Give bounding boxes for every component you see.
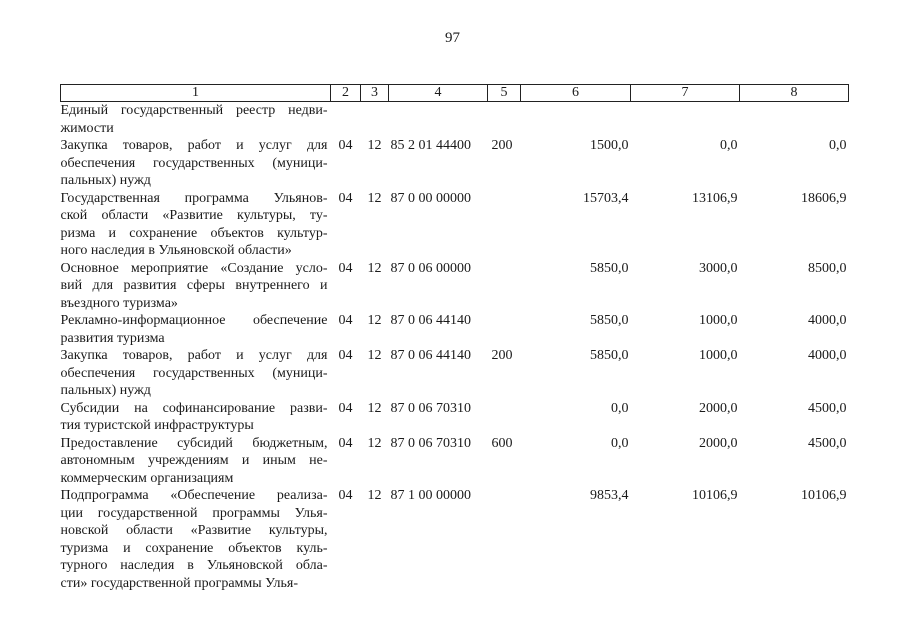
amount-7: 13106,9 xyxy=(692,190,738,206)
target-article-code: 87 0 06 44140 xyxy=(390,348,471,363)
section-code: 04 xyxy=(338,488,353,503)
amount-7: 0,0 xyxy=(720,138,738,153)
table-row xyxy=(61,137,849,190)
subsection-code: 12 xyxy=(367,435,382,451)
row-name-line: вий для развития сферы внутреннего и xyxy=(60,278,328,293)
row-name-line: тия туристской инфраструктуры xyxy=(60,418,254,433)
amount-7: 1000,0 xyxy=(699,348,738,363)
target-article-code: 87 0 00 00000 xyxy=(390,190,471,206)
amount-7 xyxy=(631,102,740,138)
expense-type-code: 200 xyxy=(491,348,513,363)
expense-type-code xyxy=(488,487,521,592)
row-name-line: ризма и сохранение объектов культур- xyxy=(60,225,328,241)
amount-7: 1000,0 xyxy=(699,313,738,328)
subsection-code: 12 xyxy=(367,260,382,276)
table-row xyxy=(61,312,849,347)
row-name xyxy=(61,435,331,488)
section-code: 04 xyxy=(338,313,353,328)
target-article-code: 87 1 00 00000 xyxy=(390,488,471,503)
section-code: 04 xyxy=(338,190,353,206)
row-name-line: Предоставление субсидий бюджетным, xyxy=(60,435,328,451)
section-code: 04 xyxy=(338,138,353,153)
row-name-line: развития туризма xyxy=(60,330,165,346)
amount-8: 18606,9 xyxy=(801,190,847,206)
column-header-amount-8: 8 xyxy=(740,85,849,102)
row-name-line: Рекламно-информационное обеспечение xyxy=(60,313,328,328)
subsection-code: 12 xyxy=(367,313,382,328)
row-name-line: Единый государственный реестр недви- xyxy=(60,103,328,118)
amount-6: 5850,0 xyxy=(590,313,629,328)
amount-7: 2000,0 xyxy=(699,435,738,451)
row-name-line: ской области «Развитие культуры, ту- xyxy=(60,208,328,223)
table-row xyxy=(61,487,849,592)
table-row xyxy=(61,435,849,488)
row-name-line: жимости xyxy=(60,120,114,136)
page-number: 97 xyxy=(445,30,460,46)
amount-8: 4000,0 xyxy=(808,313,847,328)
amount-7: 2000,0 xyxy=(699,400,738,416)
row-name xyxy=(61,260,331,313)
amount-8: 4500,0 xyxy=(808,400,847,416)
amount-8: 4000,0 xyxy=(808,348,847,363)
row-name-line: обеспечения государственных (муници- xyxy=(60,365,328,381)
column-header-name: 1 xyxy=(61,85,331,102)
row-name-line: турного наследия в Ульяновской обла- xyxy=(60,558,328,573)
row-name-line: пальных) нужд xyxy=(60,383,151,398)
subsection-code: 12 xyxy=(367,488,382,503)
column-header-subsection: 3 xyxy=(361,85,389,102)
row-name xyxy=(61,137,331,190)
row-name xyxy=(61,102,331,138)
amount-6: 0,0 xyxy=(611,400,629,416)
section-code: 04 xyxy=(338,435,353,451)
amount-6: 9853,4 xyxy=(590,488,629,503)
table-row xyxy=(61,400,849,435)
column-header-amount-7: 7 xyxy=(631,85,740,102)
table-row xyxy=(61,347,849,400)
target-article-code: 85 2 01 44400 xyxy=(390,138,471,153)
subsection-code: 12 xyxy=(367,190,382,206)
row-name-line: Субсидии на софинансирование разви- xyxy=(60,400,328,416)
row-name-line: ции государственной программы Улья- xyxy=(60,505,328,521)
budget-table xyxy=(60,84,849,592)
amount-7: 3000,0 xyxy=(699,260,738,276)
target-article-code xyxy=(389,102,488,138)
column-number-header-row xyxy=(61,85,849,102)
target-article-code: 87 0 06 44140 xyxy=(390,313,471,328)
expense-type-code: 600 xyxy=(491,435,513,451)
expense-type-code xyxy=(488,260,521,313)
row-name-line: Подпрограмма «Обеспечение реализа- xyxy=(60,488,328,503)
row-name-line: Закупка товаров, работ и услуг для xyxy=(60,138,328,153)
target-article-code: 87 0 06 70310 xyxy=(390,400,471,416)
subsection-code xyxy=(361,102,389,138)
amount-6: 1500,0 xyxy=(590,138,629,153)
amount-8: 4500,0 xyxy=(808,435,847,451)
row-name-line: коммерческим организациям xyxy=(60,470,234,486)
expense-type-code xyxy=(488,400,521,435)
table-row xyxy=(61,260,849,313)
amount-7: 10106,9 xyxy=(692,488,738,503)
expense-type-code xyxy=(488,312,521,347)
row-name-line: Государственная программа Ульянов- xyxy=(60,190,328,206)
row-name-line: Основное мероприятие «Создание усло- xyxy=(60,260,328,276)
amount-6: 5850,0 xyxy=(590,260,629,276)
row-name xyxy=(61,312,331,347)
amount-6: 5850,0 xyxy=(590,348,629,363)
row-name xyxy=(61,190,331,260)
amount-6: 0,0 xyxy=(611,435,629,451)
row-name-line: въездного туризма» xyxy=(60,295,178,311)
column-header-amount-6: 6 xyxy=(521,85,631,102)
expense-type-code xyxy=(488,102,521,138)
row-name-line: пальных) нужд xyxy=(60,173,151,188)
amount-8: 8500,0 xyxy=(808,260,847,276)
row-name-line: ного наследия в Ульяновской области» xyxy=(60,243,292,258)
table-row xyxy=(61,102,849,138)
column-header-expense-type: 5 xyxy=(488,85,521,102)
target-article-code: 87 0 06 70310 xyxy=(390,435,471,451)
section-code: 04 xyxy=(338,260,353,276)
row-name-line: сти» государственной программы Улья- xyxy=(60,575,298,591)
section-code: 04 xyxy=(338,348,353,363)
amount-6 xyxy=(521,102,631,138)
row-name xyxy=(61,487,331,592)
row-name xyxy=(61,400,331,435)
table-row xyxy=(61,190,849,260)
amount-8: 0,0 xyxy=(829,138,847,153)
expense-type-code xyxy=(488,190,521,260)
section-code: 04 xyxy=(338,400,353,416)
amount-8 xyxy=(740,102,849,138)
subsection-code: 12 xyxy=(367,138,382,153)
column-header-section: 2 xyxy=(331,85,361,102)
section-code xyxy=(331,102,361,138)
amount-6: 15703,4 xyxy=(583,190,629,206)
amount-8: 10106,9 xyxy=(801,488,847,503)
expense-type-code: 200 xyxy=(491,138,513,153)
row-name-line: новской области «Развитие культуры, xyxy=(60,523,328,538)
row-name-line: туризма и сохранение объектов куль- xyxy=(60,540,328,556)
row-name-line: автономным учреждениям и иным не- xyxy=(60,453,328,468)
target-article-code: 87 0 06 00000 xyxy=(390,260,471,276)
subsection-code: 12 xyxy=(367,400,382,416)
column-header-target-article: 4 xyxy=(389,85,488,102)
row-name-line: обеспечения государственных (муници- xyxy=(60,155,328,171)
subsection-code: 12 xyxy=(367,348,382,363)
row-name xyxy=(61,347,331,400)
row-name-line: Закупка товаров, работ и услуг для xyxy=(60,348,328,363)
